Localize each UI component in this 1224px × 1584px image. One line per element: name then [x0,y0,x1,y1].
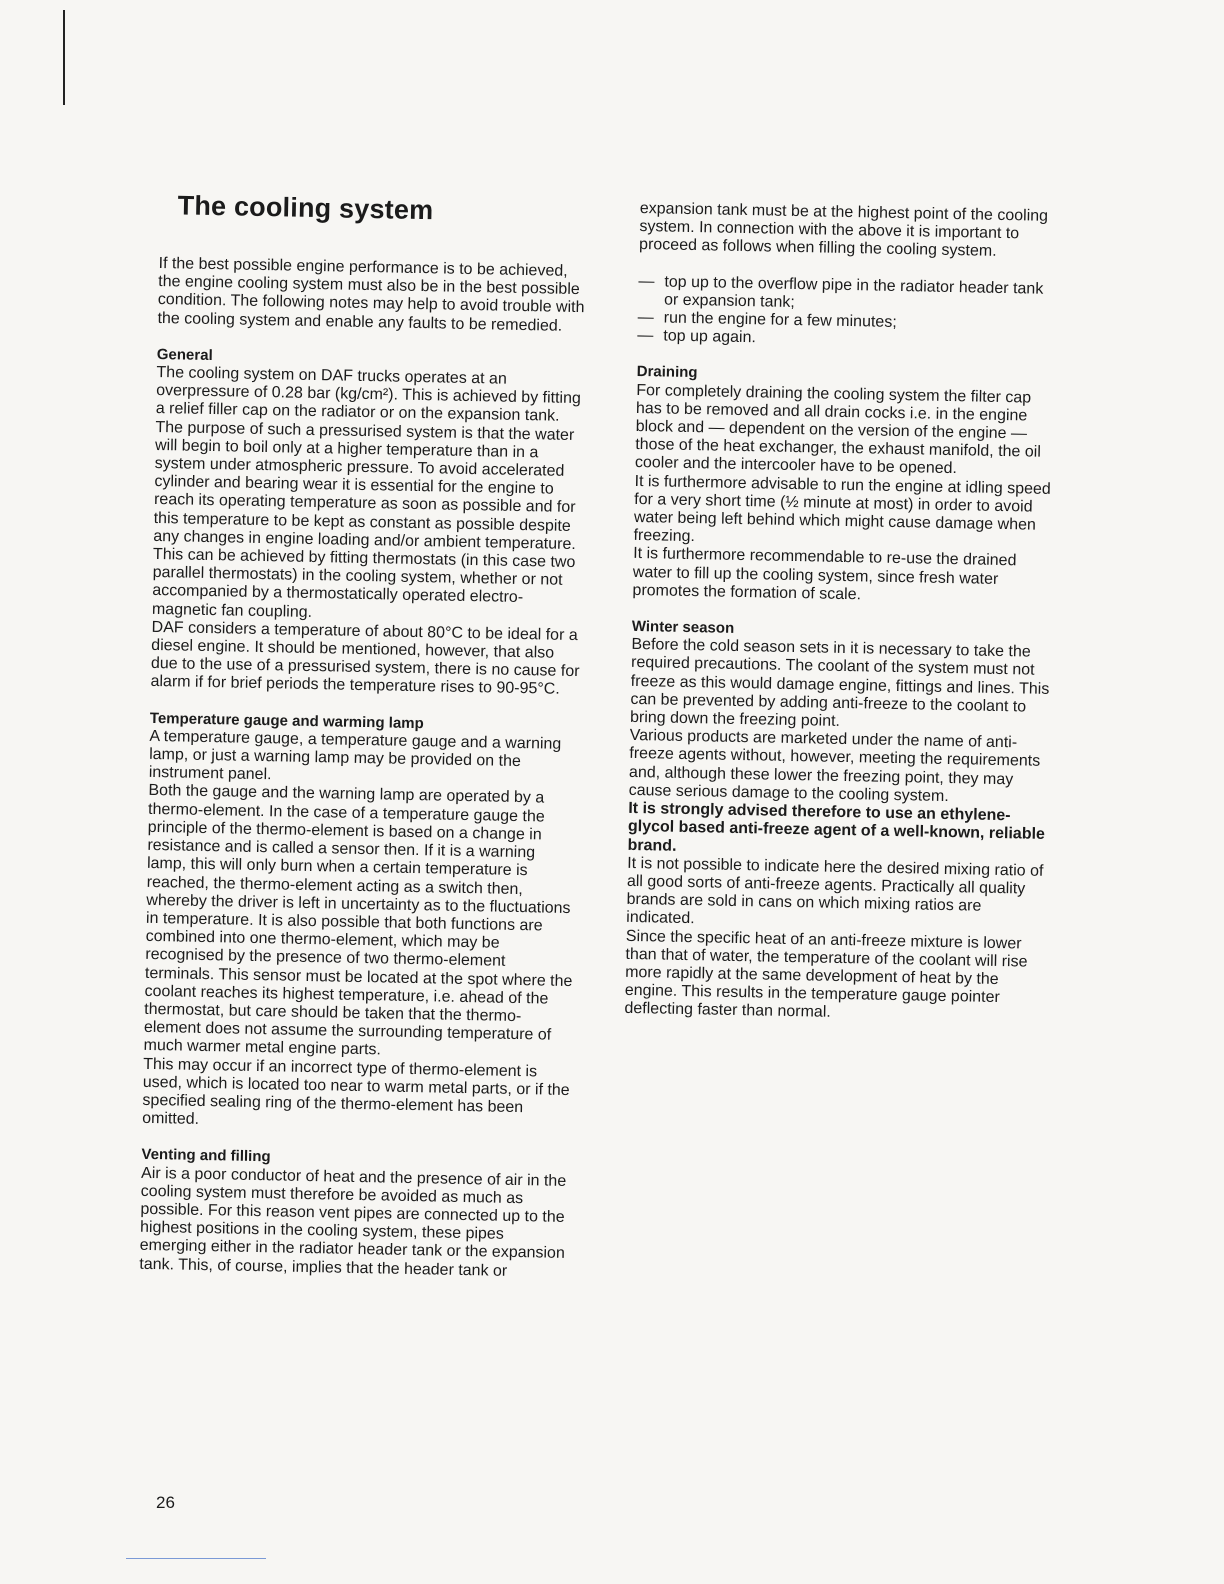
filling-step-3: top up again. [663,327,757,347]
draining-paragraph-3: It is furthermore recommendable to re-use the drained water to fill up the cooling system, since fresh water promotes the formation of scale. [632,545,1017,604]
winter-section [624,618,1052,1026]
right-column [624,200,1060,1044]
temperature-section [142,710,580,1137]
page-number: 26 [156,1493,175,1512]
general-paragraph-2: DAF considers a temperature of about 80°C to be ideal for a diesel engine. It should be mentioned, however, that also due to the use of a pressurised system, there is no cause for alarm if for brief periods the temperature rises to 90-95°C. [150,618,580,699]
temperature-paragraph-1: A temperature gauge, a temperature gauge and a warning lamp, or just a warning lamp may be provided on the instrument panel. [148,727,562,784]
dash-bullet: — [638,272,655,290]
winter-paragraph-5: Since the specific heat of an anti-freeze mixture is lower than that of water, the temperature of the coolant will rise more rapidly at the same development of heat by the engine. This results in the temperature gauge pointer deflecting faster than normal. [624,927,1028,1022]
filling-step-1: top up to the overflow pipe in the radiator header tank or expansion tank; [663,273,1044,311]
dash-bullet: — [637,308,654,327]
draining-section [632,363,1056,608]
venting-section [139,1146,571,1282]
filling-step-2: run the engine for a few minutes; [663,309,897,331]
winter-advice-bold: It is strongly advised therefore to use an ethylene-glycol based anti-freeze agent of a well-known, reliable brand. [627,799,1046,855]
dash-bullet: — [637,327,654,345]
draining-paragraph-1: For completely draining the cooling system the filter cap has to be removed and all drain cocks i.e. in the engine block and — dependent on the version of the engine — those of the heat exchanger, the exhaust manifold, the oil cooler and the intercooler have to be opened. [634,381,1041,478]
draining-paragraph-2: It is furthermore advisable to run the engine at idling speed for a very short time (½ minute at most) in order to avoid water being left behind which might cause damage when freezing. [633,472,1051,546]
venting-heading: Venting and filling [141,1146,271,1166]
venting-continued-paragraph: expansion tank must be at the highest point of the cooling system. In connection with the above it is important to proceed as follows when filling the cooling system. [638,200,1049,261]
venting-continued-section [639,200,1060,263]
general-heading: General [156,345,213,364]
winter-paragraph-1: Before the cold season sets in it is necessary to take the required precautions. The coolant of the system must not freeze as this would damage engine, fittings and lines. This can be prevented by adding anti-freeze to the coolant to bring down the freezing point. [629,636,1050,731]
general-paragraph-1: The cooling system on DAF trucks operates at an overpressure of 0.28 bar (kg/cm²). This is achieved by fitting a relief filler cap on the radiator or on the expansion tank. The purpose of such a pressurised system is that the water will begin to boil only at a higher temperature than in a system under atmospheric pressure. To avoid accelerated cylinder and bearing wear it is essential for the engine to reach its operating temperature as soon as possible and for this temperature to be kept as constant as possible despite any changes in engine loading and/or ambient temperature. This can be achieved by fitting thermostats (in this case two parallel thermostats) in the cooling system, whether or not accompanied by a thermostatically operated electro-magnetic fan coupling. [151,363,582,621]
temperature-paragraph-2: Both the gauge and the warning lamp are operated by a thermo-element. In the case of a temperature gauge the principle of the thermo-element is based on a change in resistance and is called a sensor then. If it is a warning lamp, this will only burn when a certain temperature is reached, the thermo-element acting as a switch then, whereby the driver is left in uncertainty as to the fluctuations in temperature. It is also possible that both functions are combined into one thermo-element, which may be recognised by the presence of two thermo-element terminals. This sensor must be located at the spot where the coolant reaches its highest temperature, i.e. ahead of the thermostat, but care should be taken that the thermo-element does not assume the surrounding temperature of much warmer metal engine parts. [143,782,573,1059]
page-title: The cooling system [177,190,434,226]
winter-paragraph-4: It is not possible to indicate here the desired mixing ratio of all good sorts of anti-freeze agents. Practically all quality brands are sold in cans on which mixing ratios are indicated. [626,854,1044,928]
temperature-paragraph-3: This may occur if an incorrect type of thermo-element is used, which is located too near to warm metal parts, or if the specified sealing ring of the thermo-element has been omitted. [142,1055,570,1129]
temperature-heading: Temperature gauge and warming lamp [149,709,424,732]
binding-margin-line [63,10,65,105]
general-section [150,346,587,700]
intro-section [157,255,588,336]
bottom-rule [126,1558,266,1559]
winter-paragraph-2: Various products are marketed under the name of anti-freeze agents without, however, meeting the requirements and, although these lower the freezing point, they may cause serious damage to the cooling system. [628,727,1041,805]
draining-heading: Draining [636,363,698,382]
intro-paragraph: If the best possible engine performance is to be achieved, the engine cooling system must also be in the best possible condition. The following notes may help to avoid trouble with the cooling system and enable any faults to be remedied. [157,254,585,335]
winter-heading: Winter season [631,617,735,637]
filling-steps-list [637,273,1058,354]
venting-paragraph: Air is a poor conductor of heat and the presence of air in the cooling system must therefore be avoided as much as possible. For this reason vent pipes are connected up to the highest positions in the cooling system, these pipes emerging either in the radiator header tank or the expansion tank. This, of course, implies that the header tank or [139,1164,567,1280]
left-column [139,190,590,1300]
